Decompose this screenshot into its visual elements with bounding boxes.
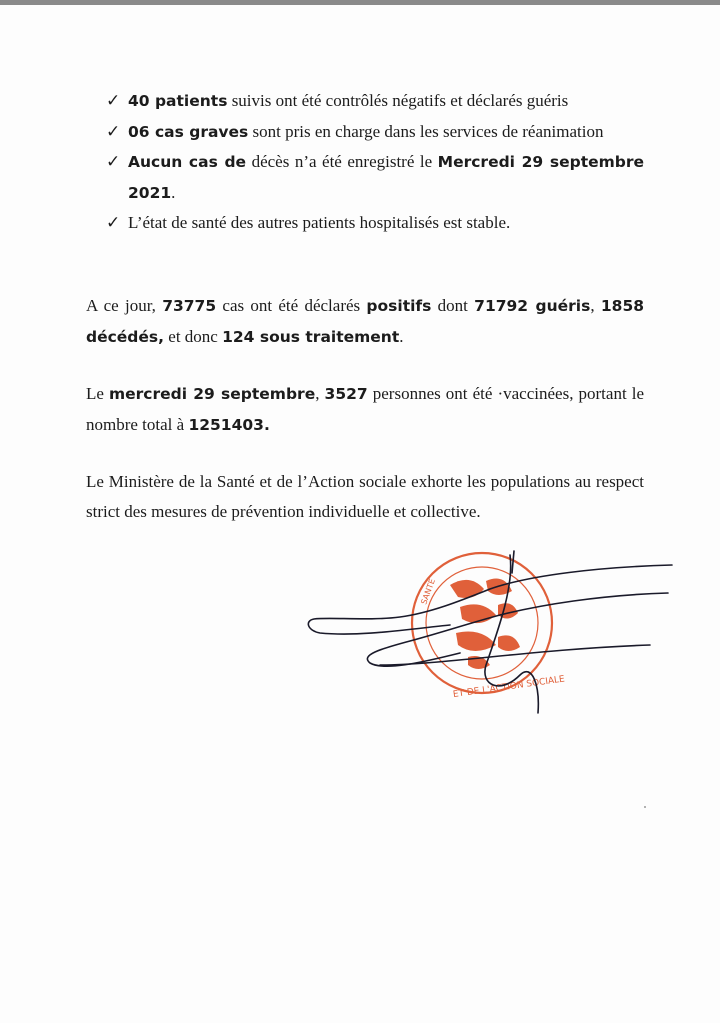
bold-text: Aucun cas de <box>128 153 247 171</box>
bullet-list <box>106 86 644 238</box>
ministry-exhortation-paragraph <box>86 467 644 526</box>
deaths-count: 1858 décédés, <box>86 297 645 346</box>
vaccination-paragraph <box>86 379 644 440</box>
official-stamp-icon <box>300 545 680 715</box>
stamp-text-bottom: ET DE L'ACTION SOCIALE <box>452 674 566 701</box>
text-segment: dont <box>431 296 475 315</box>
paragraph-text: Le Ministère de la Santé et de l’Action sociale exhorte les populations au respect strict des mesures de prévention individuelle et collective. <box>86 472 644 521</box>
checkmark-icon: ✓ <box>106 121 121 141</box>
positive-label: positifs <box>366 297 432 315</box>
total-vaccinated: 1251403. <box>188 415 270 434</box>
text-segment: personnes ont été ·vaccinées, portant le nombre total à <box>86 384 645 434</box>
total-cases: 73775 <box>162 297 217 315</box>
checkmark-icon: ✓ <box>106 213 121 232</box>
bullet-text: sont pris en charge dans les services de réanimation <box>248 121 604 141</box>
text-segment: . <box>399 326 404 346</box>
text-segment: et donc <box>164 326 223 346</box>
vaccination-date: mercredi 29 septembre <box>109 385 316 403</box>
text-segment: cas ont été déclarés <box>216 296 367 315</box>
stray-mark <box>644 806 646 808</box>
bullet-text: suivis ont été contrôlés négatifs et déclarés guéris <box>227 91 569 110</box>
stamp-and-signature <box>300 545 680 715</box>
bullet-item <box>106 86 644 117</box>
text-segment: Le <box>86 384 109 403</box>
bullet-item <box>106 117 644 148</box>
under-treatment-count: 124 sous traitement <box>222 327 400 346</box>
bold-text: 06 cas graves <box>128 122 249 141</box>
text-segment: , <box>590 296 601 315</box>
bullet-item <box>106 208 644 238</box>
bullet-text-end: . <box>171 182 176 202</box>
text-segment: , <box>315 384 325 403</box>
checkmark-icon: ✓ <box>106 152 121 171</box>
vaccinated-count: 3527 <box>324 385 368 403</box>
text-segment: A ce jour, <box>86 296 163 315</box>
cases-summary-paragraph <box>86 291 644 352</box>
bullet-item <box>106 147 644 208</box>
bullet-text: L’état de santé des autres patients hospitalisés est stable. <box>128 213 511 232</box>
bullet-text: décès n’a été enregistré le <box>246 152 438 171</box>
bold-text: 40 patients <box>128 92 228 110</box>
stamp-text-top: SANTÉ <box>419 577 437 606</box>
checkmark-icon: ✓ <box>106 91 121 110</box>
recovered-count: 71792 guéris <box>474 297 591 315</box>
bold-date: Mercredi 29 septembre 2021 <box>128 153 645 202</box>
